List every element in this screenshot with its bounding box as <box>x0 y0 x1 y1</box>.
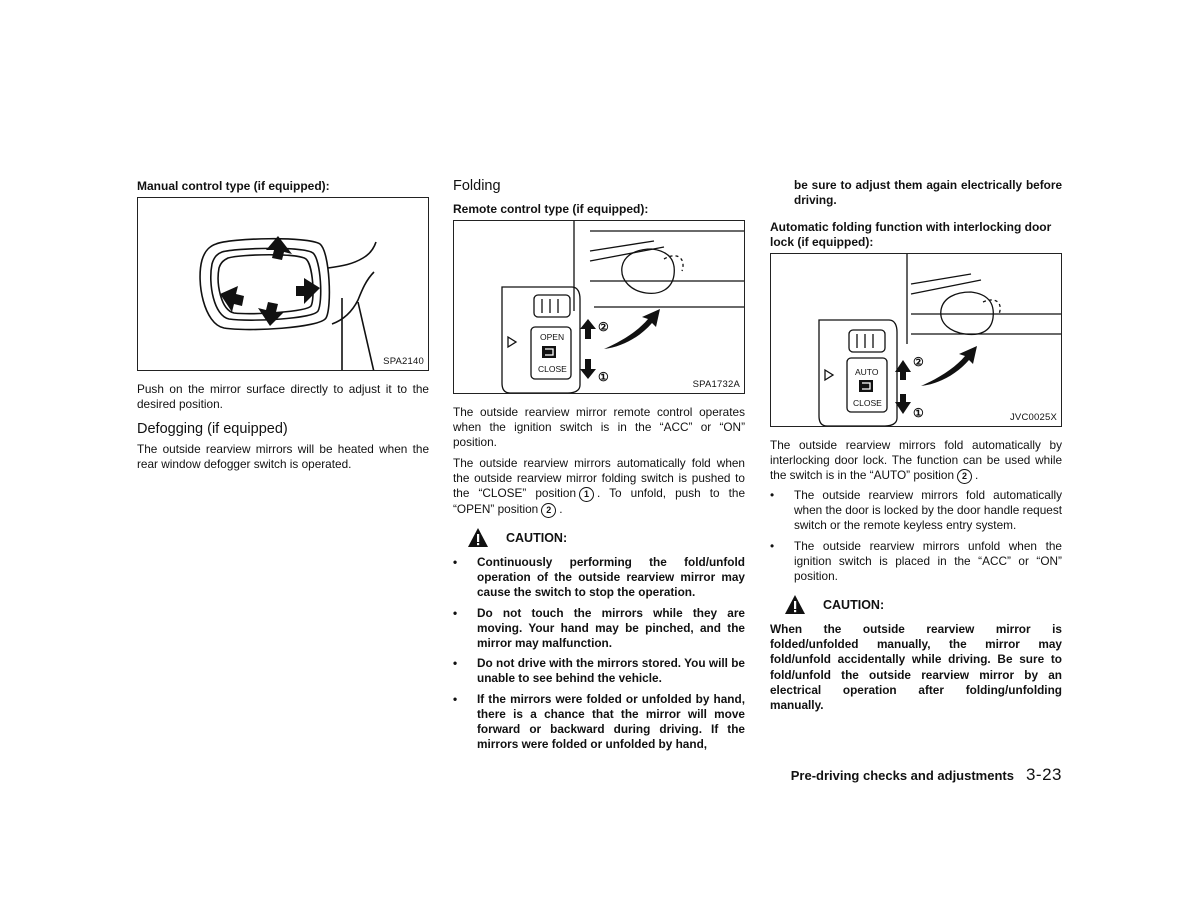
caution-item: • Do not drive with the mirrors stored. You will be unable to see behind the vehicle. <box>453 656 745 686</box>
pos2-label: ② <box>598 320 609 334</box>
page-number: 3-23 <box>1025 765 1062 784</box>
remote-switch-illustration <box>454 221 745 394</box>
circle-1-icon: 1 <box>579 487 594 502</box>
auto-fold-text-c: . <box>559 502 563 517</box>
pos1-label-auto: ① <box>913 406 924 420</box>
caution-continued-text: be sure to adjust them again electrically before driving. <box>794 178 1062 208</box>
caution-item: • If the mirrors were folded or unfolded by hand, there is a chance that the mirror will move forward or backward during driving. If the mirrors were folded or unfolded by hand, <box>453 692 745 753</box>
auto-fold-bullets <box>770 488 1062 589</box>
figure-code-spa2140: SPA2140 <box>383 356 424 367</box>
caution-label-middle: CAUTION: <box>506 531 568 545</box>
defogging-title: Defogging (if equipped) <box>137 421 288 437</box>
figure-code-jvc0025x: JVC0025X <box>1009 412 1057 423</box>
caution-list-middle <box>453 555 745 757</box>
defogging-text: The outside rearview mirrors will be heated when the rear window defogger switch is operated. <box>137 442 429 472</box>
column-middle <box>453 0 746 752</box>
remote-control-text: The outside rearview mirror remote control operates when the ignition switch is in the “ACC” or “ON” position. <box>453 405 745 450</box>
pos2-label-auto: ② <box>913 355 924 369</box>
caution-label-right: CAUTION: <box>823 598 885 612</box>
close-label: CLOSE <box>538 364 567 374</box>
manual-adjust-text: Push on the mirror surface directly to adjust it to the desired position. <box>137 382 429 412</box>
column-left <box>137 0 429 472</box>
circle-2-icon: 2 <box>541 503 556 518</box>
auto-fold-text-a: The outside rearview mirrors automatically fold when the outside rearview mirror folding switch is pushed to the “CLOSE” position <box>453 456 745 501</box>
figure-auto-switch <box>770 253 1062 427</box>
auto-fold-bullet: • The outside rearview mirrors unfold when the ignition switch is placed in the “ACC” or “ON” position. <box>770 539 1062 585</box>
caution-text-right: When the outside rearview mirror is folded/unfolded manually, the mirror may fold/unfold accidentally while driving. Be sure to fold/unfold the outside rearview mirror by an electrical operation after folding/unfolding manually. <box>770 622 1062 713</box>
close-label-auto: CLOSE <box>853 398 882 408</box>
caution-item: • Continuously performing the fold/unfold operation of the outside rearview mirror may cause the switch to stop the operation. <box>453 555 745 601</box>
auto-switch-illustration <box>771 254 1062 427</box>
open-label: OPEN <box>540 332 565 342</box>
auto-fold-description-a: The outside rearview mirrors fold automatically by interlocking door lock. The function can be used while the switch is in the “AUTO” position <box>770 438 1062 483</box>
circle-2-icon: 2 <box>957 469 972 484</box>
auto-folding-heading: Automatic folding function with interlocking door lock (if equipped): <box>770 220 1052 249</box>
auto-fold-text-b: . To unfold, push to the “OPEN” position <box>453 486 746 517</box>
warning-triangle-icon <box>784 594 806 616</box>
footer-section-title: Pre-driving checks and adjustments <box>790 768 1014 783</box>
figure-remote-switch <box>453 220 745 394</box>
warning-triangle-icon <box>467 527 489 549</box>
page-footer <box>791 765 1062 785</box>
auto-fold-description <box>770 438 1062 484</box>
remote-control-heading: Remote control type (if equipped): <box>453 202 649 216</box>
manual-mirror-illustration <box>138 198 429 371</box>
auto-fold-bullet: • The outside rearview mirrors fold automatically when the door is locked by the door handle request switch or the remote keyless entry system. <box>770 488 1062 534</box>
manual-control-heading: Manual control type (if equipped): <box>137 179 330 193</box>
caution-header-middle <box>453 523 745 553</box>
auto-fold-description-b: . <box>975 468 979 483</box>
figure-manual-mirror <box>137 197 429 371</box>
column-right <box>770 0 1062 713</box>
auto-fold-text <box>453 456 745 518</box>
auto-label: AUTO <box>855 367 879 377</box>
folding-title: Folding <box>453 178 501 194</box>
figure-code-spa1732a: SPA1732A <box>692 379 740 390</box>
caution-header-right <box>770 590 1062 620</box>
caution-item: • Do not touch the mirrors while they are moving. Your hand may be pinched, and the mirror may malfunction. <box>453 606 745 652</box>
pos1-label: ① <box>598 370 609 384</box>
